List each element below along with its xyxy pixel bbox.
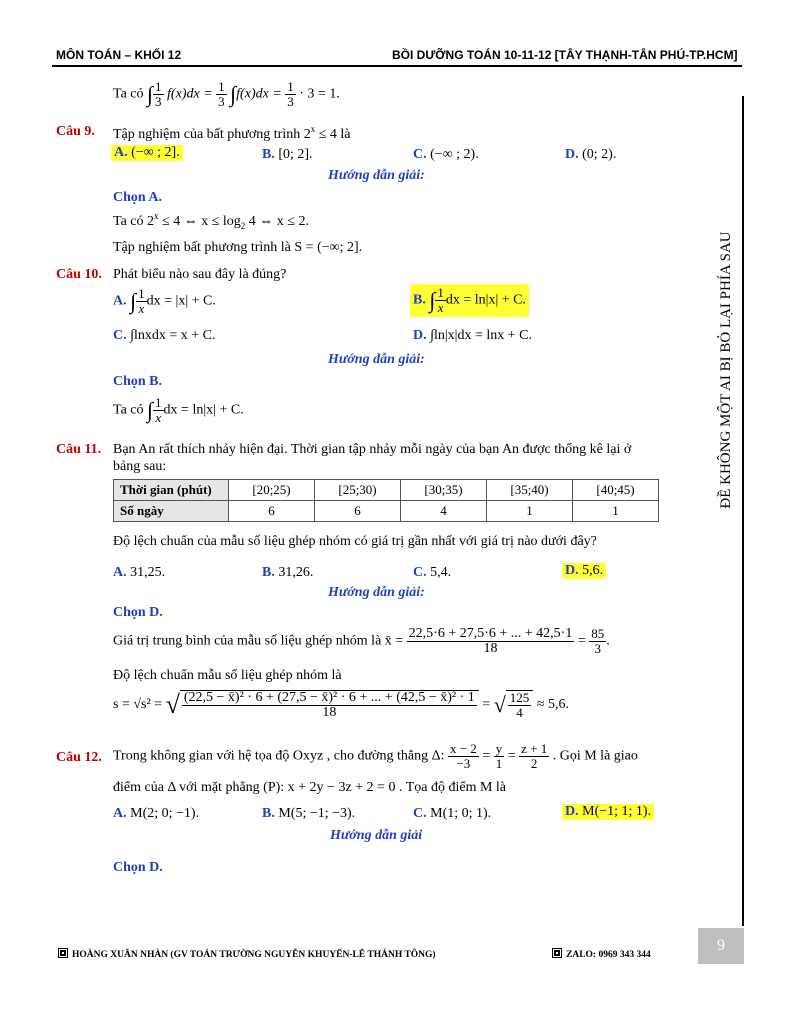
q11-table <box>113 479 659 522</box>
q10-option-a: A. ∫ $\frac{1}{x}$ dx = |x| + C. <box>113 286 216 316</box>
table-row <box>114 480 659 501</box>
q9-option-a: A. (−∞ ; 2]. <box>111 145 183 161</box>
q11-option-d: D. 5,6. <box>562 563 606 579</box>
q11-option-b: B. 31,26. <box>262 565 314 580</box>
q12-text2: điểm của Δ với mặt phẳng (P): x + 2y − 3z + 2 = 0 . Tọa độ điểm M là <box>113 780 507 795</box>
table-cell: [35;40) <box>487 480 573 501</box>
q9-sol1: Ta có $2^x \le 4$ ⇔ $x \le \log_2 4$ ⇔ x ≤ 2. <box>113 211 309 231</box>
q12-guide: Hướng dẫn giải <box>330 828 423 843</box>
q11-option-c: C. 5,4. <box>413 565 452 580</box>
q11-sd-text: Độ lệch chuẩn mẫu số liệu ghép nhóm là <box>113 668 342 683</box>
q10-guide: Hướng dẫn giải: <box>328 352 425 367</box>
table-cell: [30;35) <box>401 480 487 501</box>
q11-text2: bảng sau: <box>113 459 167 474</box>
q12-label: Câu 12. <box>56 750 102 765</box>
intro-tail: · 3 = 1. <box>299 86 340 102</box>
side-rule <box>742 96 744 926</box>
header-right: BỒI DƯỠNG TOÁN 10-11-12 [TÂY THẠNH-TÂN PHÚ-TP.HCM] <box>392 48 738 62</box>
square-icon <box>552 948 562 958</box>
table-cell: 6 <box>315 501 401 522</box>
q9-guide: Hướng dẫn giải: <box>328 168 425 183</box>
table-cell: 1 <box>487 501 573 522</box>
q11-sd-formula: s = √s² = √ $\frac{\text{(22,5 − x̄)² · 6 + (27,5 − x̄)² · 6 + ... + (42,5 − x̄)² · 1}}{18}$ = √ $\frac{125}{4}$ ≈ 5,6. <box>113 690 569 720</box>
q9-choose: Chọn A. <box>113 190 163 205</box>
q9-option-b: B. [0; 2]. <box>262 147 313 162</box>
q10-text: Phát biểu nào sau đây là đúng? <box>113 267 287 282</box>
intro-rest2: f(x)dx = <box>236 86 286 102</box>
header-rule <box>52 65 742 67</box>
table-cell: 1 <box>573 501 659 522</box>
q10-label: Câu 10. <box>56 267 102 282</box>
q11-text1: Bạn An rất thích nhảy hiện đại. Thời gian tập nhảy mỗi ngày của bạn An được thống kê lại ở <box>113 442 632 457</box>
table-cell: 4 <box>401 501 487 522</box>
footer-right: ZALO: 0969 343 344 <box>552 948 651 960</box>
q9-label: Câu 9. <box>56 124 95 139</box>
table-cell: [40;45) <box>573 480 659 501</box>
page-number: 9 <box>698 928 744 964</box>
q10-option-b: B. ∫ $\frac{1}{x}$ dx = ln|x| + C. <box>410 284 529 317</box>
q12-option-c: C. M(1; 0; 1). <box>413 806 492 821</box>
table-head: Thời gian (phút) <box>114 480 229 501</box>
q11-question: Độ lệch chuẩn của mẫu số liệu ghép nhóm có giá trị gần nhất với giá trị nào dưới đây? <box>113 534 597 549</box>
intro-rest: f(x)dx = <box>167 86 217 102</box>
q10-option-d: D. ∫ln|x|dx = lnx + C. <box>413 328 532 343</box>
q12-choose: Chọn D. <box>113 860 163 875</box>
q12-option-d: D. M(−1; 1; 1). <box>562 804 654 820</box>
q9-option-c: C. (−∞ ; 2). <box>413 147 479 162</box>
q11-label: Câu 11. <box>56 442 102 457</box>
q12-option-a: A. M(2; 0; −1). <box>113 806 200 821</box>
square-icon <box>58 948 68 958</box>
table-cell: [20;25) <box>229 480 315 501</box>
q9-option-d: D. (0; 2). <box>565 147 617 162</box>
q11-guide: Hướng dẫn giải: <box>328 585 425 600</box>
q10-option-c: C. ∫lnxdx = x + C. <box>113 328 216 343</box>
intro-prefix: Ta có <box>113 86 144 102</box>
q9-sol2: Tập nghiệm bất phương trình là S = (−∞; 2]. <box>113 240 363 255</box>
q10-solution: Ta có ∫ $\frac{1}{x}$ dx = ln|x| + C. <box>113 395 244 425</box>
table-cell: [25;30) <box>315 480 401 501</box>
table-row <box>114 501 659 522</box>
q11-option-a: A. 31,25. <box>113 565 166 580</box>
q9-text: Tập nghiệm của bất phương trình $2^x \le 4$ là <box>113 124 351 142</box>
table-cell: 6 <box>229 501 315 522</box>
q12-option-b: B. M(5; −1; −3). <box>262 806 356 821</box>
q12-text1: Trong không gian với hệ tọa độ Oxyz , cho đường thẳng Δ: $\frac{x - 2}{-3}$ = $\frac{y}{1}$ = $\frac{z + 1}{2}$ . Gọi M là giao <box>113 741 638 771</box>
footer-left: HOÀNG XUÂN NHÀN (GV TOÁN TRƯỜNG NGUYỄN KHUYẾN-LÊ THÁNH TÔNG) <box>58 948 436 960</box>
header-left: MÔN TOÁN – KHỐI 12 <box>56 48 182 62</box>
q11-choose: Chọn D. <box>113 605 163 620</box>
intro-line: Ta có ∫ $\frac{1}{3}$ f(x)dx = $\frac{1}{3}$ ∫f(x)dx = $\frac{1}{3}$ · 3 = 1. <box>113 79 340 109</box>
table-head: Số ngày <box>114 501 229 522</box>
q10-choose: Chọn B. <box>113 374 163 389</box>
q11-mean: Giá trị trung bình của mẫu số liệu ghép nhóm là x̄ = $\frac{22,5\cdot 6 + 27,5\cdot 6 + ... + 42,5\cdot 1}{18}$ = $\frac{85}{3}$ . <box>113 626 610 656</box>
